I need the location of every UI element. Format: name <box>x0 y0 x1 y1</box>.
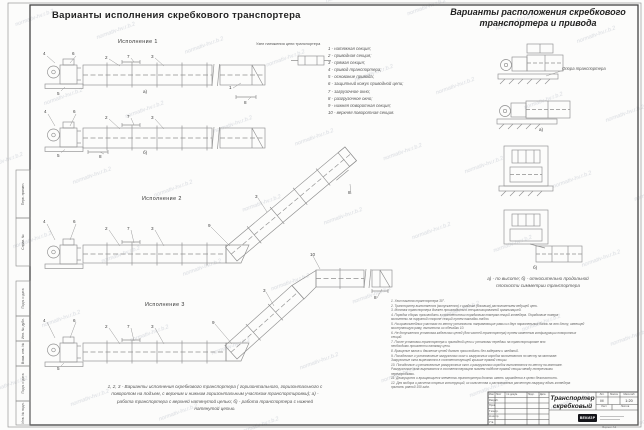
execution-3-label: Исполнение 3 <box>145 302 185 308</box>
execution-1-label: Исполнение 1 <box>118 39 158 45</box>
note-line: 12. Для выбора и расчета опорных конструкций, их количества и расположения расчетную нагрузку вдоль конвейера <box>391 380 571 385</box>
callout-number: 7 <box>127 54 130 59</box>
caption-right-line: а) - по высоте; б) - относительно продольной <box>487 276 589 281</box>
tb-mass-label: Масса <box>610 392 618 396</box>
note-line: 6. Не допускается установка кабельных цепей (для частей транспортера) путем изменения конфигурации поворотных <box>391 330 577 335</box>
page-title-left: Варианты исполнения скребкового транспортера <box>52 10 301 21</box>
legend-item: 1 - натяжная секция; <box>328 46 371 51</box>
callout-number: 6 <box>72 51 75 56</box>
frame-label-inv-podl: Инв. № подл. <box>21 402 25 424</box>
callout-number: 8 <box>374 295 377 300</box>
callout-number: 3 <box>151 115 154 120</box>
tb-sheet-label: Лист <box>601 405 607 409</box>
callout-number: б) <box>533 265 538 270</box>
frame-label-inv-dubl: Инв. № дубл. <box>21 318 25 339</box>
callout-number: 4 <box>43 318 46 323</box>
callout-number: 8 <box>244 100 247 105</box>
tb-role: Н.контр. <box>489 415 499 419</box>
note-line: выполнены на наружной стороне секций путем накладки табло. <box>391 317 490 322</box>
note-line: перегородками. <box>391 371 415 376</box>
callout-number: 2 <box>105 324 108 329</box>
doc-title-line1: Транспортер <box>550 395 595 402</box>
page-title-right <box>440 7 636 29</box>
caption-left-line: поворотом на подъем, с верхним и нижним горизонтальным участком транспортировки); а) - <box>111 391 319 397</box>
callout-number: 2 <box>105 226 108 231</box>
execution-2-label: Исполнение 2 <box>142 196 182 202</box>
tb-role: Утв. <box>489 420 494 424</box>
callout-number: 7 <box>127 226 130 231</box>
logo-caption-line <box>600 419 620 420</box>
note-line: 3. Монтаж транспортера должен производиться специализированной организацией. <box>391 308 522 313</box>
tb-role: Разраб. <box>489 398 499 402</box>
legend-item: 3 - прямая секция; <box>328 60 365 66</box>
callout-number: 9 <box>212 320 215 325</box>
note-line: 11. Движущиеся и вращающиеся элементы транспортера должны иметь ограждения в целях безопасности. <box>391 376 558 381</box>
tb-role: Пров. <box>489 404 496 408</box>
note-line: 2. Транспортер выполняется (выпускается) с крайним (боковым) расположением ведущей цепи. <box>391 303 538 308</box>
page-title-right-line2: транспортера и привода <box>479 18 597 28</box>
tb-header-list: Лист <box>495 393 502 396</box>
doc-title <box>549 395 596 410</box>
page-title-right-line1: Варианты расположения скребкового <box>450 7 626 17</box>
frame-label-podp-data-1: Подп. и дата <box>21 288 25 309</box>
note-line: 8. Вращение валов и движение цепей должно происходить без задержек и заеданий. <box>391 349 519 354</box>
callout-number: 3 <box>151 54 154 59</box>
legend-list <box>328 45 403 116</box>
callout-number: 3 <box>255 194 258 199</box>
callout-number: 2 <box>105 115 108 120</box>
doc-title-line2: скребковый <box>552 402 593 410</box>
callout-number: б) <box>143 150 148 155</box>
tb-header-docnum: № докум. <box>506 393 518 396</box>
callout-number: 6 <box>73 109 76 114</box>
caption-right <box>440 275 636 290</box>
callout-number: 6 <box>73 318 76 323</box>
support-label: Опора транспортера <box>562 66 606 71</box>
tb-lit-label: Лит. <box>599 392 605 396</box>
note-line: секций. <box>391 335 403 340</box>
legend-item: 7 - загрузочное окно; <box>328 88 371 94</box>
callout-number: 7 <box>127 114 130 119</box>
tb-sheets-label: Листов <box>620 405 630 409</box>
callout-number: 9 <box>208 223 211 228</box>
note-line: 4. Порядок сборки производить в соответствии порядковым номерам секций конвейера. Порядковые номера <box>391 312 559 317</box>
legend-item: 4 - привод транспортера; <box>328 67 382 73</box>
callout-number: 7 <box>127 324 130 329</box>
caption-right-line: плоскости симметрии транспортера <box>496 283 580 289</box>
caption-left-line: 1, 2, 3 - Варианты исполнения скребкового транспортера ( горизонтального, горизонтального с <box>107 384 323 389</box>
note-line: выступающую раму, выполнить из обечайки 10. <box>391 326 465 331</box>
frame-label-perv-primen: Перв. примен. <box>21 182 25 206</box>
tb-header-podp: Подп. <box>527 393 535 396</box>
callout-number: 5 <box>57 91 60 96</box>
tb-header-izm: Изм. <box>488 393 495 396</box>
note-line: Загрузочные окна вырезаются в соответствующей крышке прямой секции. <box>391 358 508 363</box>
note-line: 1. Угол наклона транспортера 30°. <box>391 299 445 303</box>
logo-caption-line <box>600 416 624 417</box>
callout-number: 5 <box>57 153 60 158</box>
legend-item: 8 - разгрузочное окно; <box>328 95 373 101</box>
frame-label-sprav: Справ. № <box>21 234 25 250</box>
callout-number: 6 <box>73 219 76 224</box>
callout-number: 1 <box>229 85 232 90</box>
format-note: Формат А1 <box>602 425 617 430</box>
technical-notes <box>391 299 637 390</box>
callout-number: 5 <box>57 366 60 371</box>
callout-number: 8 <box>99 154 102 159</box>
tb-role-rows <box>489 398 529 426</box>
caption-left-line: работа транспортера с верхней натянутой цепью; б) - работа транспортера с нижней <box>116 398 314 404</box>
legend-item: 2 - приводная секция; <box>328 53 372 59</box>
callout-number: 4 <box>43 219 46 224</box>
legend-item: 10 - верхняя поворотная секция. <box>328 109 395 115</box>
callout-number: 3 <box>151 324 154 329</box>
tb-scale-value: 1:20 <box>625 398 633 403</box>
tb-role: Т.контр. <box>489 409 499 413</box>
note-line: 5. На криволинейных участках по месту установить направляющие рамы из двух параллельных балок на всю длину, имеющей <box>391 321 585 326</box>
note-line: 10. Посадочные и установочные разгрузочных окон и разгрузочных коробок выполняются по месту на монтаже. <box>391 362 563 367</box>
note-line: 7. После установки транспортера и приводной цепи и установки передачи на транспортировке всю <box>391 339 546 344</box>
legend-item: 9 - нижняя поворотная секция; <box>328 102 391 108</box>
caption-left-line: натянутой цепью. <box>194 405 236 411</box>
callout-number: 4 <box>44 109 47 114</box>
company-logo: ВЕКИЗР <box>578 414 597 423</box>
note-line: принять равной 150 кг/м. <box>391 385 430 390</box>
caption-left <box>60 383 370 412</box>
tension-unit-label: Узел натяжения цепи транспортера <box>256 41 321 46</box>
legend-item: 5 - основание привода; <box>328 74 375 80</box>
callout-number: 8 <box>348 190 351 195</box>
callout-number: 3 <box>263 288 266 293</box>
frame-label-vzam-inv: Взам. инв. № <box>21 343 25 365</box>
callout-number: 2 <box>105 55 108 60</box>
callout-number: 10 <box>310 252 316 257</box>
legend-item: 6 - защитный кожух приводной цепи; <box>328 81 404 87</box>
tb-lit-value: М <box>600 398 604 403</box>
callout-number: 4 <box>43 51 46 56</box>
callout-number: а) <box>143 89 148 94</box>
note-line: 9. Посадочные и установочные загрузочных окон и загрузочных коробок выполняются по месту на монтаже. <box>391 353 558 358</box>
note-line: необходимо произвести натяжку цепи. <box>391 344 451 349</box>
tb-header-data: Дата <box>539 393 546 396</box>
frame-label-podp-data-2: Подп. и дата <box>21 373 25 394</box>
note-line: Разгрузочные окна вырезаются в соответствующем нижнем поддоне прямой секции между поперечными <box>391 367 553 372</box>
tb-scale-label: Масштаб <box>623 392 635 396</box>
callout-number: 3 <box>151 226 154 231</box>
callout-number: а) <box>539 127 544 132</box>
